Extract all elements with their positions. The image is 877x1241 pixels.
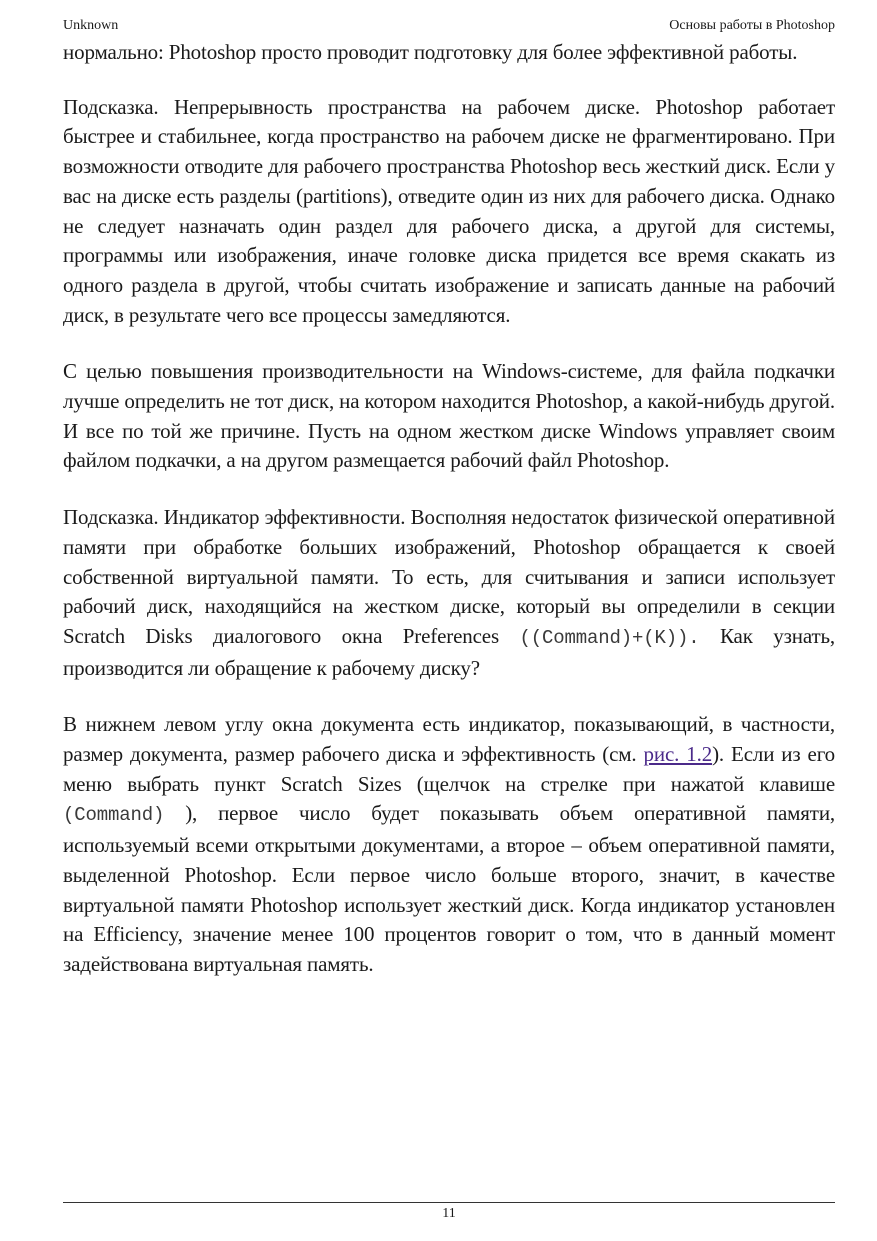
header-left: Unknown [63, 18, 119, 33]
page-number: 11 [442, 1206, 456, 1221]
indicator-text-start: В нижнем левом углу окна документа есть индикатор, показывающий, в частности, размер документа, размер рабочего диска и эффективность (см. [63, 712, 835, 767]
header-title: Основы работы в Photoshop [669, 18, 835, 33]
tip-efficiency-question: Как узнать, производится ли обращение к рабочему диску? [63, 623, 835, 680]
paragraph-windows-swap: С целью повышения производительности на Windows-системе, для файла подкачки лучше определить не тот диск, на котором находится Photoshop, а какой-нибудь другой. И все по той же причине. Пусть на одном жестком диске Windows управляет своим файлом подкачки, а на другом размещается рабочий файл Photoshop. [63, 359, 835, 473]
paragraph-tip-efficiency [63, 503, 835, 683]
indicator-text-middle: ). Если из его меню выбрать пункт Scratch Sizes (щелчок на стрелке при нажатой клавише [63, 742, 835, 796]
preferences-shortcut: ((Command)+(K)). [519, 626, 700, 649]
footer-divider [63, 1202, 835, 1203]
figure-link[interactable]: рис. 1.2 [643, 742, 713, 767]
page-body [63, 38, 835, 1007]
paragraph-indicator [63, 710, 835, 979]
tip-efficiency-text: Подсказка. Индикатор эффективности. Восполняя недостаток физической оперативной памяти при обработке больших изображений, Photoshop обращается к своей собственной виртуальной памяти. То есть, для считывания и записи использует рабочий диск, находящийся на жестком диске, который вы определили в секции Scratch Disks диалогового окна Preferences [63, 505, 835, 648]
command-key: (Command) [63, 804, 165, 827]
paragraph-continuation: нормально: Photoshop просто проводит подготовку для более эффективной работы. [63, 40, 798, 64]
running-header [63, 16, 835, 36]
paragraph-tip-scratch-disk: Подсказка. Непрерывность пространства на рабочем диске. Photoshop работает быстрее и стабильнее, когда пространство на рабочем диске не фрагментировано. При возможности отводите для рабочего пространства Photoshop весь жесткий диск. Если у вас на диске есть разделы (partitions), отведите один из них для рабочего диска. Однако не следует назначать один раздел для рабочего диска, а другой для системы, программы или изображения, иначе головке диска придется все время скакать из одного раздела в другой, чтобы считать изображение и записать данные на рабочий диск, в результате чего все процессы замедляются. [63, 94, 835, 327]
indicator-text-end: ), первое число будет показывать объем оперативной памяти, используемый всеми открытыми документами, а второе – объем оперативной памяти, выделенной Photoshop. Если первое число больше второго, значит, в качестве виртуальной памяти Photoshop использует жесткий диск. Когда индикатор установлен на Efficiency, значение менее 100 процентов говорит о том, что в данный момент задействована виртуальная память. [63, 801, 836, 976]
